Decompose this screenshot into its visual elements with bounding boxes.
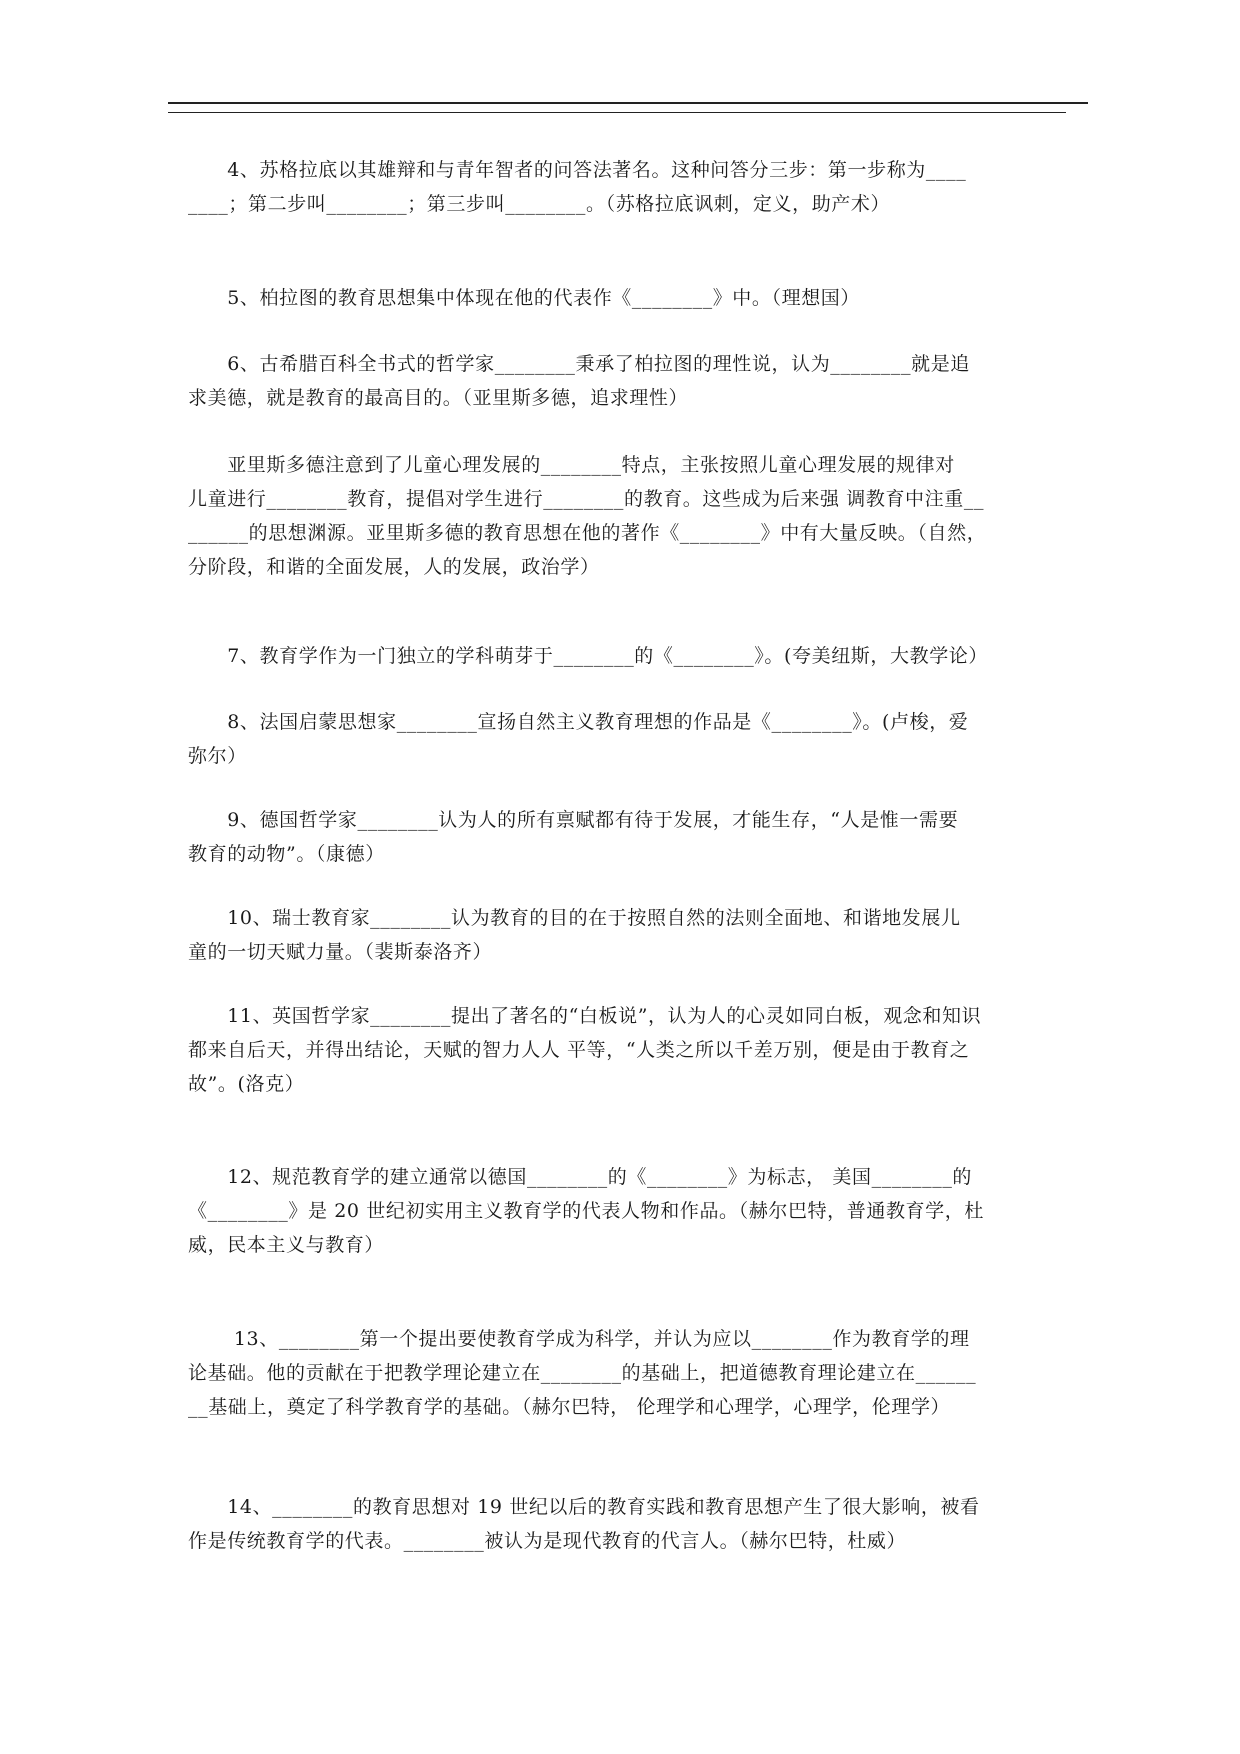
question-6-continued: [188, 448, 1058, 584]
q14-line-2: 作是传统教育学的代表。________被认为是现代教育的代言人。（赫尔巴特，杜威）: [188, 1530, 907, 1552]
q6-line-2: 求美德，就是教育的最高目的。（亚里斯多德，追求理性）: [188, 387, 689, 409]
q11-line-2: 都来自后天，并得出结论，天赋的智力人人 平等，“人类之所以千差万别，便是由于教育之: [188, 1039, 970, 1061]
q4-line-2: ____；第二步叫________；第三步叫________。（苏格拉底讽刺，定义，助产术）: [188, 193, 891, 215]
q6b-line-4: 分阶段，和谐的全面发展，人的发展，政治学）: [188, 556, 600, 578]
q14-line-1: 14、________的教育思想对 19 世纪以后的教育实践和教育思想产生了很大影响，被看: [188, 1496, 980, 1518]
question-14: [188, 1490, 1058, 1558]
question-4: [188, 153, 1058, 221]
question-12: [188, 1160, 1058, 1262]
q12-line-1: 12、规范教育学的建立通常以德国________的《________》为标志， 美国________的: [188, 1166, 973, 1188]
question-5: [188, 281, 1058, 315]
q13-line-3: __基础上，奠定了科学教育学的基础。（赫尔巴特， 伦理学和心理学，心理学，伦理学）: [188, 1396, 951, 1418]
q9-line-2: 教育的动物”。（康德）: [188, 843, 385, 865]
question-10: [188, 901, 1058, 969]
q13-line-2: 论基础。他的贡献在于把教学理论建立在________的基础上，把道德教育理论建立在______: [188, 1362, 977, 1384]
question-7: [188, 639, 1058, 673]
q11-line-1: 11、英国哲学家________提出了著名的“白板说”，认为人的心灵如同白板，观念和知识: [188, 1005, 982, 1027]
q8-line-1: 8、法国启蒙思想家________宣扬自然主义教育理想的作品是《________》。(卢梭，爱: [188, 711, 969, 733]
q13-line-1: 13、________第一个提出要使教育学成为科学，并认为应以________作为教育学的理: [188, 1328, 970, 1350]
question-6: [188, 347, 1058, 415]
q6-line-1: 6、古希腊百科全书式的哲学家________秉承了柏拉图的理性说，认为________就是追: [188, 353, 970, 375]
q7-line-1: 7、教育学作为一门独立的学科萌芽于________的《________》。(夸美纽斯，大教学论）: [188, 645, 989, 667]
question-13: [188, 1322, 1058, 1424]
q6b-line-1: 亚里斯多德注意到了儿童心理发展的________特点，主张按照儿童心理发展的规律对: [188, 454, 955, 476]
question-9: [188, 803, 1058, 871]
q10-line-2: 童的一切天赋力量。（裴斯泰洛齐）: [188, 941, 493, 963]
question-11: [188, 999, 1058, 1101]
q12-line-2: 《________》是 20 世纪初实用主义教育学的代表人物和作品。（赫尔巴特，普通教育学，杜: [188, 1200, 984, 1222]
q8-line-2: 弥尔）: [188, 745, 247, 767]
q6b-line-3: ______的思想渊源。亚里斯多德的教育思想在他的著作《________》中有大量反映。（自然，: [188, 522, 987, 544]
question-8: [188, 705, 1058, 773]
q9-line-1: 9、德国哲学家________认为人的所有禀赋都有待于发展，才能生存，“人是惟一需要: [188, 809, 959, 831]
q5-line-1: 5、柏拉图的教育思想集中体现在他的代表作《________》中。（理想国）: [188, 287, 860, 309]
header-rule-bottom: [168, 112, 1066, 113]
q6b-line-2: 儿童进行________教育，提倡对学生进行________的教育。这些成为后来强 调教育中注重__: [188, 488, 985, 510]
q4-line-1: 4、苏格拉底以其雄辩和与青年智者的问答法著名。这种问答分三步：第一步称为____: [188, 159, 967, 181]
q11-line-3: 故”。(洛克）: [188, 1073, 305, 1095]
q10-line-1: 10、瑞士教育家________认为教育的目的在于按照自然的法则全面地、和谐地发展儿: [188, 907, 961, 929]
header-rule-top: [168, 102, 1088, 104]
q12-line-3: 威，民本主义与教育）: [188, 1234, 385, 1256]
